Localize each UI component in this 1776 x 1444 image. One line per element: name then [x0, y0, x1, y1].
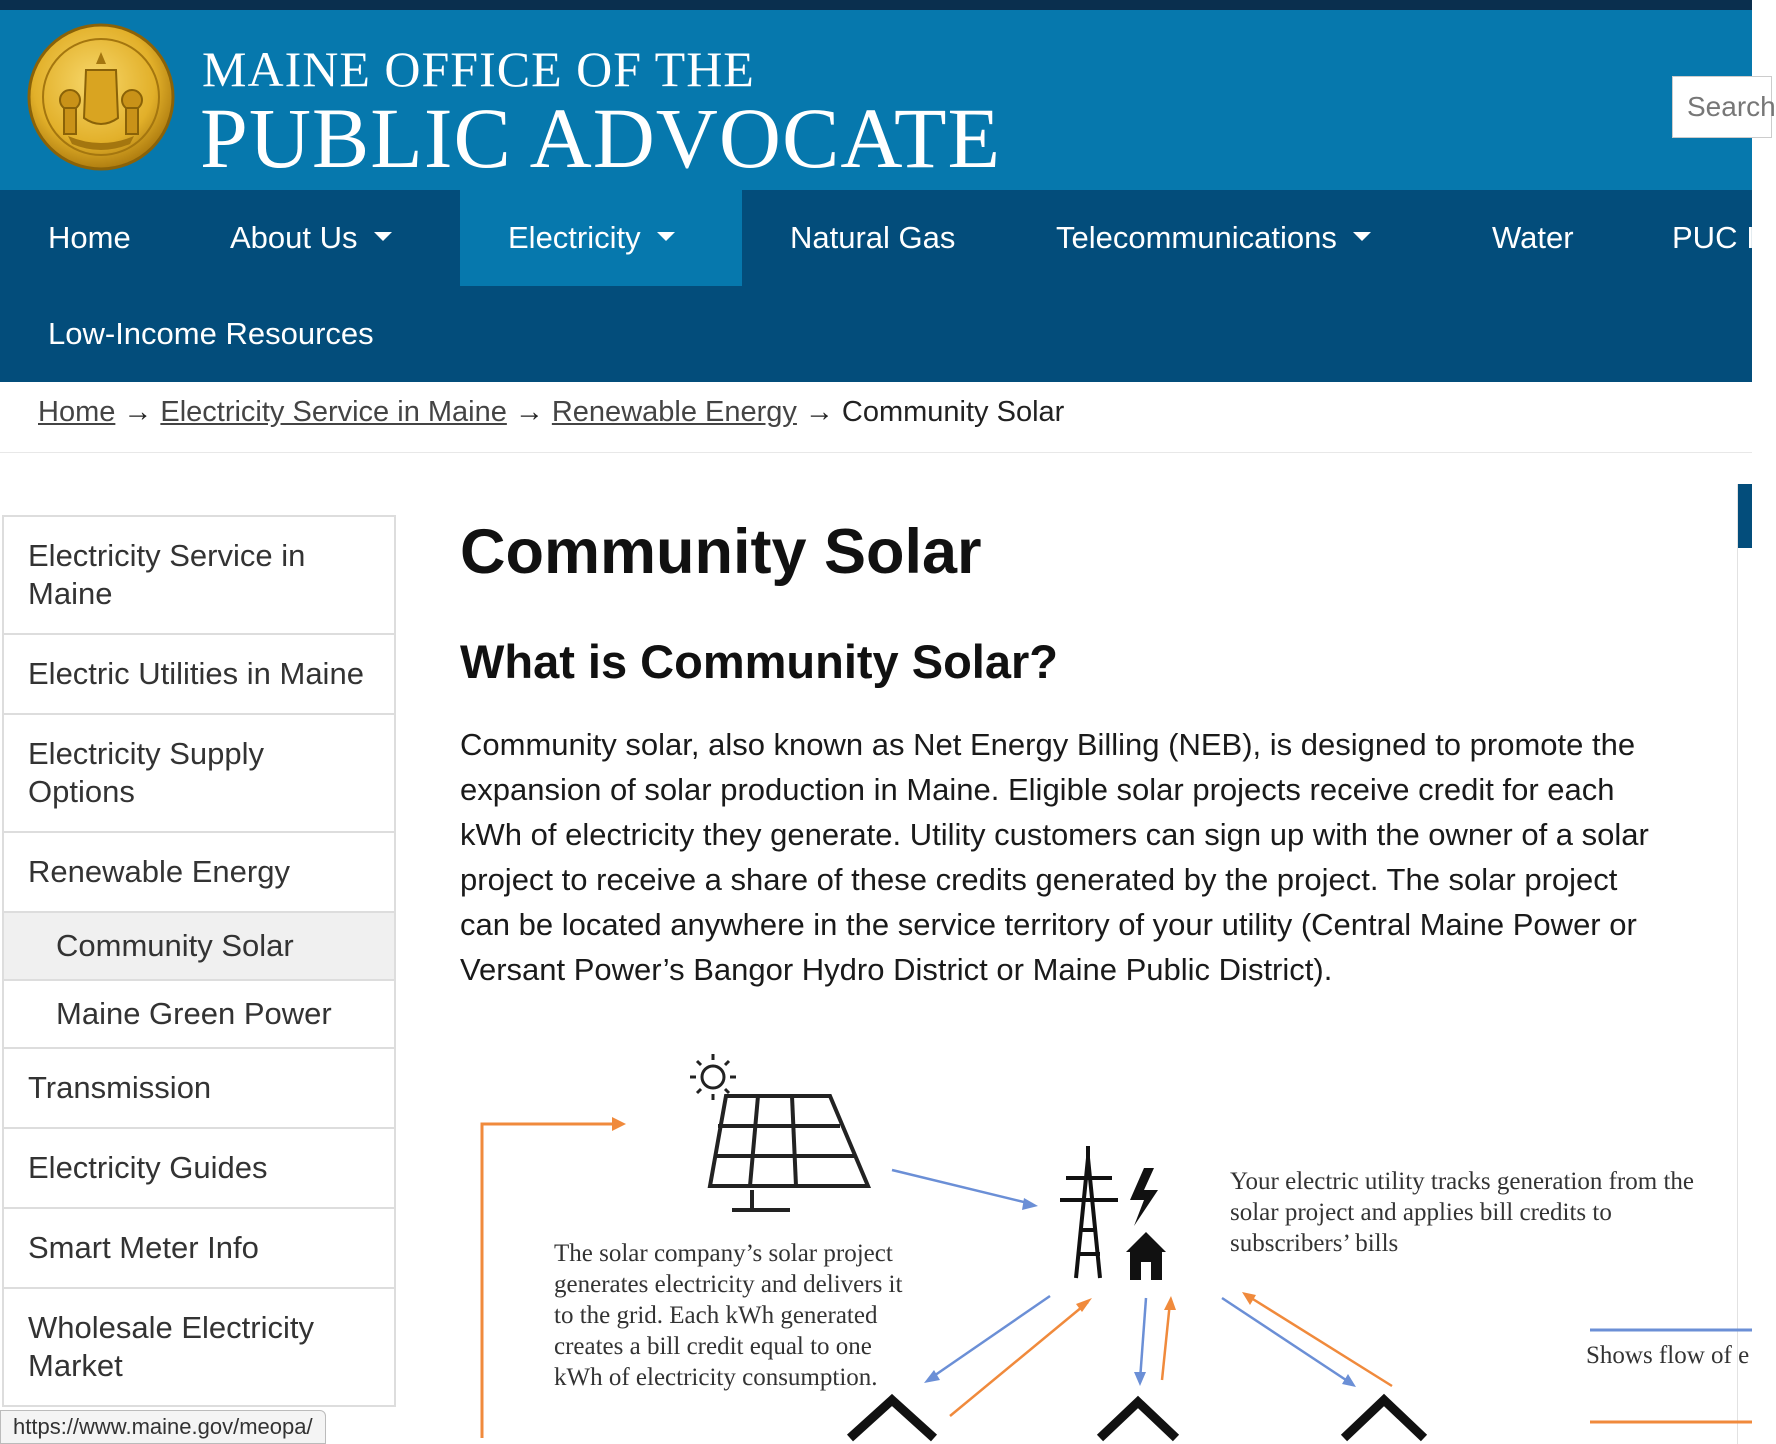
breadcrumb	[38, 396, 1064, 429]
breadcrumb-separator: →	[514, 396, 544, 428]
sidebar-item-label: Wholesale Electricity Market	[28, 1310, 314, 1383]
sidebar-item-supply-options[interactable]	[2, 715, 396, 833]
breadcrumb-current: Community Solar	[841, 396, 1065, 428]
house-icon	[850, 1400, 934, 1438]
chevron-down-icon	[1353, 232, 1371, 241]
sidebar-item-maine-green-power[interactable]	[2, 981, 396, 1049]
sidebar-item-electricity-service[interactable]	[2, 517, 396, 635]
breadcrumb-divider	[0, 452, 1752, 453]
breadcrumb-separator: →	[123, 396, 153, 428]
legend-text: Shows flow of e	[1586, 1342, 1750, 1369]
main-nav	[0, 190, 1755, 382]
sidebar-item-wholesale-electricity-market[interactable]	[2, 1289, 396, 1407]
sidebar-item-electric-utilities[interactable]	[2, 635, 396, 715]
intro-paragraph: Community solar, also known as Net Energy Billing (NEB), is designed to promote the expansion of solar production in Maine. Eligible solar projects receive credit for each kWh of electricity they generate. Utility customers can sign up with the owner of a solar project to receive a share of these credits generated by the project. The solar project can be located anywhere in the service territory of your utility (Central Maine Power or Versant Power’s Bangor Hydro District or Maine Public District).	[460, 727, 1649, 987]
sidebar-item-label: Electricity Supply Options	[28, 736, 265, 809]
sidebar-item-electricity-guides[interactable]	[2, 1129, 396, 1209]
sidebar-item-transmission[interactable]	[2, 1049, 396, 1129]
section-heading: What is Community Solar?	[460, 635, 1058, 688]
maine-seal-logo[interactable]	[26, 22, 176, 172]
lightning-icon	[1130, 1168, 1158, 1226]
search-input[interactable]: Search	[1672, 76, 1772, 138]
sidebar-item-label: Electricity Guides	[28, 1150, 268, 1185]
sidebar-item-community-solar[interactable]	[2, 913, 396, 981]
nav-telecommunications[interactable]	[1008, 190, 1419, 286]
chevron-down-icon	[657, 232, 675, 241]
nav-puc[interactable]	[1624, 190, 1755, 286]
nav-label: About Us	[230, 220, 358, 255]
solar-panel-icon	[710, 1096, 868, 1210]
nav-natural-gas[interactable]	[742, 190, 1003, 286]
utility-caption: Your electric utility tracks generation from the solar project and applies bill credits to subscribers’ bills	[1230, 1168, 1694, 1257]
sidebar-item-label: Community Solar	[56, 928, 294, 963]
nav-label: Water	[1492, 220, 1574, 255]
nav-label: Natural Gas	[790, 220, 956, 255]
sidebar-item-label: Maine Green Power	[56, 996, 332, 1031]
solar-project-caption: The solar company’s solar project generates electricity and delivers it to the grid. Each kWh generated creates a bill credit equal to one kWh of electricity consumption.	[554, 1240, 903, 1391]
site-title-line1[interactable]: MAINE OFFICE OF THE	[202, 41, 755, 97]
sidebar-item-label: Electricity Service in Maine	[28, 538, 306, 611]
breadcrumb-link-renewable-energy[interactable]: Renewable Energy	[551, 396, 797, 428]
nav-label: Low-Income Resources	[48, 316, 374, 351]
sidebar-item-label: Transmission	[28, 1070, 212, 1105]
nav-label: Home	[48, 220, 131, 255]
nav-label: PUC I	[1672, 220, 1755, 255]
right-column-accent	[1738, 484, 1752, 548]
sidebar-nav	[2, 515, 396, 1407]
community-solar-diagram	[440, 1040, 1752, 1438]
breadcrumb-separator: →	[804, 396, 834, 428]
sidebar-item-label: Renewable Energy	[28, 854, 290, 889]
sidebar-item-renewable-energy[interactable]	[2, 833, 396, 913]
house-icon	[1126, 1232, 1166, 1280]
nav-label: Telecommunications	[1056, 220, 1337, 255]
page-title: Community Solar	[460, 517, 982, 587]
nav-electricity[interactable]	[460, 190, 742, 286]
nav-home[interactable]	[0, 190, 179, 286]
site-header	[0, 10, 1776, 190]
arrow-head	[612, 1117, 626, 1131]
nav-low-income-resources[interactable]	[0, 286, 422, 382]
house-icon	[1344, 1400, 1424, 1438]
breadcrumb-link-home[interactable]: Home	[38, 396, 116, 428]
chevron-down-icon	[374, 232, 392, 241]
nav-water[interactable]	[1444, 190, 1622, 286]
top-strip	[0, 0, 1752, 10]
sidebar-item-smart-meter-info[interactable]	[2, 1209, 396, 1289]
status-bar-url: https://www.maine.gov/meopa/	[0, 1410, 326, 1444]
sun-icon	[690, 1054, 736, 1100]
house-icon	[1100, 1402, 1176, 1438]
site-title-line2[interactable]: PUBLIC ADVOCATE	[200, 90, 1002, 186]
breadcrumb-link-electricity-service[interactable]: Electricity Service in Maine	[160, 396, 507, 428]
transmission-tower-icon	[1060, 1146, 1118, 1278]
nav-label: Electricity	[508, 220, 641, 255]
sidebar-item-label: Smart Meter Info	[28, 1230, 259, 1265]
nav-about-us[interactable]	[182, 190, 440, 286]
sidebar-item-label: Electric Utilities in Maine	[28, 656, 364, 691]
